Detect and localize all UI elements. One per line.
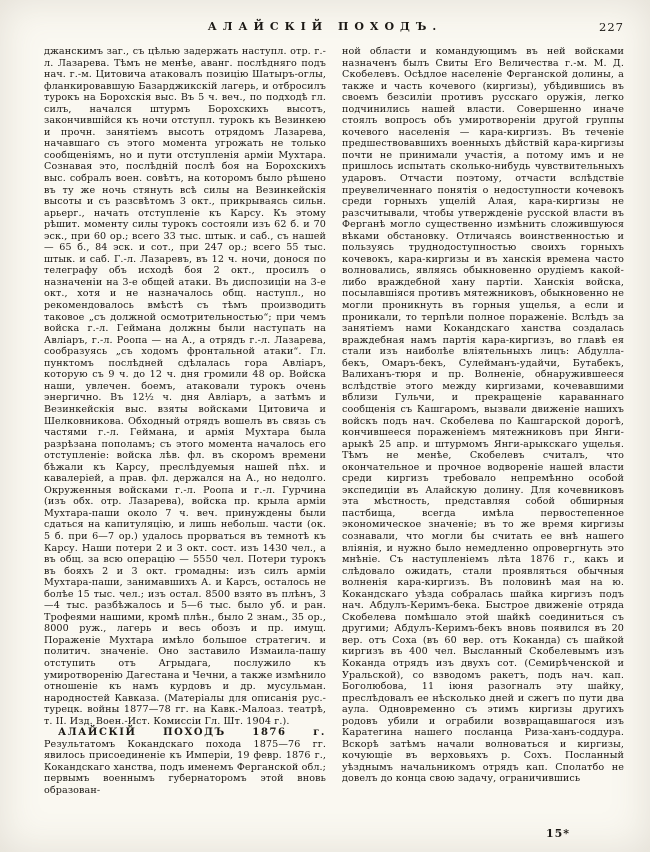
page-number: 227 (599, 20, 624, 34)
text-columns (0, 38, 650, 797)
body-paragraph: ной области и командующимъ въ ней войсками назначенъ былъ Свиты Его Величества г.-м. М. Д. Скобелевъ. Осѣдлое населеніе Ферганской долины, а также и часть кочевого (киргизы), убѣдившись въ своемъ безсиліи противъ русскаго оружія, легко подчинились нашей власти. Совершенно иначе стоялъ вопросъ объ умиротвореніи другой группы кочевого населенія — кара-киргизъ. Въ теченіе предшествовавшихъ военныхъ дѣйствій кара-киргизы почти не принимали участія, а потому имъ и не пришлось испытать сколько-нибудь чувствительныхъ ударовъ. Отчасти поэтому, отчасти вслѣдствіе преувеличеннаго понятія о недоступности кочевокъ среди горныхъ ущелій Алая, кара-киргизы не разсчитывали, чтобы утвержденіе русской власти въ Ферганѣ могло существенно измѣнить сложившуюся вѣками обстановку. Отличаясь воинственностью и пользуясь труднодоступностью своихъ горныхъ кочевокъ, кара-киргизы и въ ханскія времена часто волновались, являясь обыкновенно орудіемъ какой-либо враждебной хану партіи. Ханскія войска, посылавшіяся противъ мятежниковъ, обыкновенно не могли проникнуть въ горныя ущелья, а если и проникали, то терпѣли полное пораженіе. Вслѣдъ за занятіемъ нами Кокандскаго ханства создалась враждебная намъ партія кара-киргизъ, во главѣ ея стали изъ наиболѣе вліятельныхъ лицъ: Абдулла-бекъ, Омаръ-бекъ, Сулейманъ-удайчи, Бутабекъ, Валиханъ-тюря и пр. Волненіе, обнаружившееся вслѣдствіе этого между киргизами, кочевавшими вблизи Гульчи, и прекращеніе караваннаго сообщенія съ Кашгаромъ, вызвали движеніе нашихъ войскъ подъ нач. Скобелева по Кашгарской дорогѣ, кончившееся пораженіемъ мятежниковъ при Янги-арыкѣ 25 апр. и штурмомъ Янги-арыкскаго ущелья. Тѣмъ не менѣе, Скобелевъ считалъ, что окончательное и прочное водвореніе нашей власти среди киргизъ требовало непремѣнно особой экспедиціи въ Алайскую долину. Для кочевниковъ эта мѣстность, представляя собой обширныя пастбища, всегда имѣла первостепенное экономическое значеніе; въ то же время киргизы сознавали, что могли бы считать ее внѣ нашего вліянія, и нужно было немедленно опровергнуть это мнѣніе. Съ наступленіемъ лѣта 1876 г., какъ и слѣдовало ожидать, стали проявляться обычныя волненія кара-киргизъ. Въ половинѣ мая на ю. Кокандскаго уѣзда собралась шайка киргизъ подъ нач. Абдулъ-Керимъ-бека. Быстрое движеніе отряда Скобелева помѣшало этой шайкѣ соединиться съ другими; Абдулъ-Керимъ-бекъ вновь появился въ 20 вер. отъ Соха (въ 60 вер. отъ Коканда) съ шайкой киргизъ въ 400 чел. Высланный Скобелевымъ изъ Коканда отрядъ изъ двухъ сот. (Семирѣченской и Уральской), со взводомъ ракетъ, подъ нач. кап. Боголюбова, 11 іюня разогналъ эту шайку, преслѣдовалъ ее нѣсколько дней и сжегъ по пути два аула. Одновременно съ этимъ киргизы другихъ родовъ убили и ограбили возвращавшагося изъ Каратегина нашего посланца Риза-ханъ-соддура. Вскорѣ затѣмъ начали волноваться и киргизы, кочующіе въ верховьяхъ р. Сохъ. Посланный уѣзднымъ начальникомъ отрядъ кап. Сполатбо не довелъ до конца свою задачу, ограничившись (342, 46, 624, 785)
printer-signature-mark: 15* (545, 827, 570, 840)
article-start-paragraph (44, 727, 326, 796)
page-header (0, 0, 650, 38)
body-paragraph: джанскимъ заг., съ цѣлью задержать наступл. отр. г.-л. Лазарева. Тѣмъ не менѣе, аванг. послѣдняго подъ нач. г.-м. Цитовича атаковалъ позицію Шатыръ-оглы, фланкировавшую Базарджикскій лагерь, и отбросилъ турокъ на Борохскія выс. Въ 5 ч. веч., по подходѣ гл. силъ, начался штурмъ Борохскихъ высотъ, закончившійся къ ночи отступл. турокъ къ Везинкею и прочн. занятіемъ высотъ отрядомъ Лазарева, начавшаго съ этого момента угрожать не только сообщеніямъ, но и пути отступленія арміи Мухтара. Сознавая это, послѣдній послѣ боя на Борохскихъ выс. собралъ воен. совѣтъ, на которомъ было рѣшено въ ту же ночь стянуть всѣ силы на Везинкейскія высоты и съ разсвѣтомъ 3 окт., прикрываясь сильн. арьерг., начать отступленіе къ Карсу. Къ этому рѣшит. моменту силы турокъ состояли изъ 62 б. и 70 эск., при 60 ор.; всего 33 тыс. штык. и саб., съ нашей — 65 б., 84 эск. и сот., при 247 ор.; всего 55 тыс. штык. и саб. Г.-л. Лазаревъ, въ 12 ч. ночи, донося по телеграфу объ исходѣ боя 2 окт., просилъ о назначеніи на 3-е общей атаки. Въ диспозиціи на 3-е окт., хотя и не назначалось общ. наступл., но рекомендовалось вмѣстѣ съ тѣмъ производить таковое „съ должной осмотрительностью“; при чемъ войска г.-л. Геймана должны были наступать на Авліаръ, г.-л. Роопа — на А., а отрядъ г.-л. Лазарева, сообразуясь „съ ходомъ фронтальной атаки“. Гл. пунктомъ послѣдней сдѣлалась гора Авліаръ, которую съ 9 ч. до 12 ч. дня громили 48 ор. Войска наши, увлечен. боемъ, атаковали турокъ очень энергично. Въ 12½ ч. дня Авліаръ, а затѣмъ и Везинкейскія выс. взяты войсками Цитовича и Шелковникова. Обходный отрядъ вошелъ въ связь съ частями г.-л. Геймана, и армія Мухтара была разрѣзана пополамъ; съ этого момента началось его отступленіе: войска лѣв. фл. въ скоромъ времени бѣжали къ Карсу, преслѣдуемыя нашей пѣх. и кавалеріей, а прав. фл. держался на А., но недолго. Окруженныя войсками г.-л. Роопа и г.-л. Гурчина (изъ обх. отр. Лазарева), войска пр. крыла арміи Мухтара-паши около 7 ч. веч. принуждены были сдаться на капитуляцію, и лишь небольш. части (ок. 5 б. при 6—7 ор.) удалось прорваться въ темнотѣ къ Карсу. Наши потери 2 и 3 окт. сост. изъ 1430 чел., а въ общ. за всю операцію — 5550 чел. Потери турокъ въ бояхъ 2 и 3 окт. громадны: изъ силъ арміи Мухтара-паши, занимавшихъ А. и Карсъ, осталось не болѣе 15 тыс. чел.; изъ остал. 8500 взято въ плѣнъ, 3—4 тыс. разбѣжалось и 5—6 тыс. было уб. и ран. Трофеями нашими, кромѣ плѣн., было 2 знам., 35 ор., 8000 руж., лагерь и весь обозъ и пр. имущ. Пораженіе Мухтара имѣло большое стратегич. и политич. значеніе. Оно заставило Измаила-пашу отступить отъ Агрыдага, послужило къ умиротворенію Дагестана и Чечни, а также измѣнило отношеніе къ намъ курдовъ и др. мусульман. народностей Кавказа. (Матеріалы для описанія рус.-турецк. войны 1877—78 гг. на Кавк.-Малоаз. театрѣ, т. II. Изд. Воен.-Ист. Комиссіи Гл. Шт. 1904 г.). (44, 46, 326, 727)
article-lead-text: Результатомъ Кокандскаго похода 1875—76 гг. явилось присоединеніе къ Имперіи, 19 февр. 1876 г., Кокандскаго ханства, подъ именемъ Ферганской обл.; первымъ военнымъ губернаторомъ этой вновь образован- (44, 738, 326, 796)
right-column (342, 46, 624, 797)
article-heading: АЛАЙСКІЙ ПОХОДЪ 1876 г. (58, 727, 326, 739)
running-title: АЛАЙСКІЙ ПОХОДЪ. (207, 20, 443, 33)
left-column (44, 46, 326, 797)
